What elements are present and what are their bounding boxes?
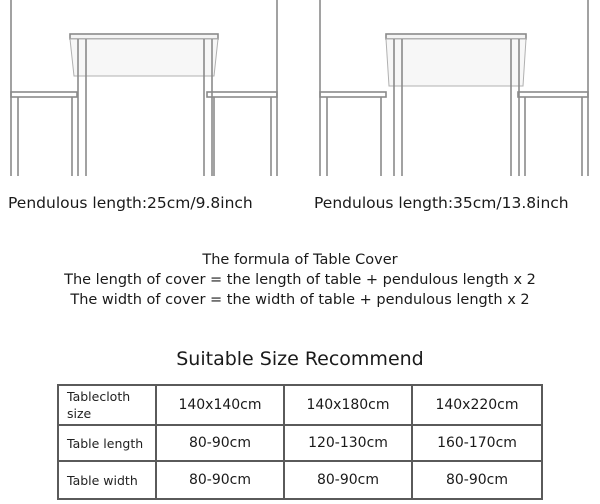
table-illustration-short-drop [0, 0, 290, 178]
table-cell: 80-90cm [412, 461, 542, 499]
table-cell: 140x220cm [412, 385, 542, 425]
row-label-line2: size [67, 406, 92, 421]
table-cell: 80-90cm [156, 425, 284, 461]
size-table [57, 384, 543, 500]
formula-width-line: The width of cover = the width of table + pendulous length x 2 [70, 292, 530, 308]
caption-long-drop: Pendulous length:35cm/13.8inch [314, 194, 569, 212]
table-illustration-long-drop [308, 0, 600, 178]
table-cell: 140x140cm [156, 385, 284, 425]
table-cell: 80-90cm [284, 461, 412, 499]
table-row [58, 425, 542, 461]
size-table-title: Suitable Size Recommend [176, 348, 424, 370]
caption-short-drop: Pendulous length:25cm/9.8inch [8, 194, 253, 212]
formula-title: The formula of Table Cover [202, 252, 398, 268]
row-label-tablecloth-size [58, 385, 156, 425]
table-row [58, 385, 542, 425]
table-cell: 140x180cm [284, 385, 412, 425]
table-row [58, 461, 542, 499]
table-cell: 160-170cm [412, 425, 542, 461]
row-label-table-length: Table length [58, 425, 156, 461]
table-cell: 120-130cm [284, 425, 412, 461]
row-label-table-width: Table width [58, 461, 156, 499]
row-label-line1: Tablecloth [67, 389, 131, 404]
table-cell: 80-90cm [156, 461, 284, 499]
formula-length-line: The length of cover = the length of table + pendulous length x 2 [64, 272, 536, 288]
